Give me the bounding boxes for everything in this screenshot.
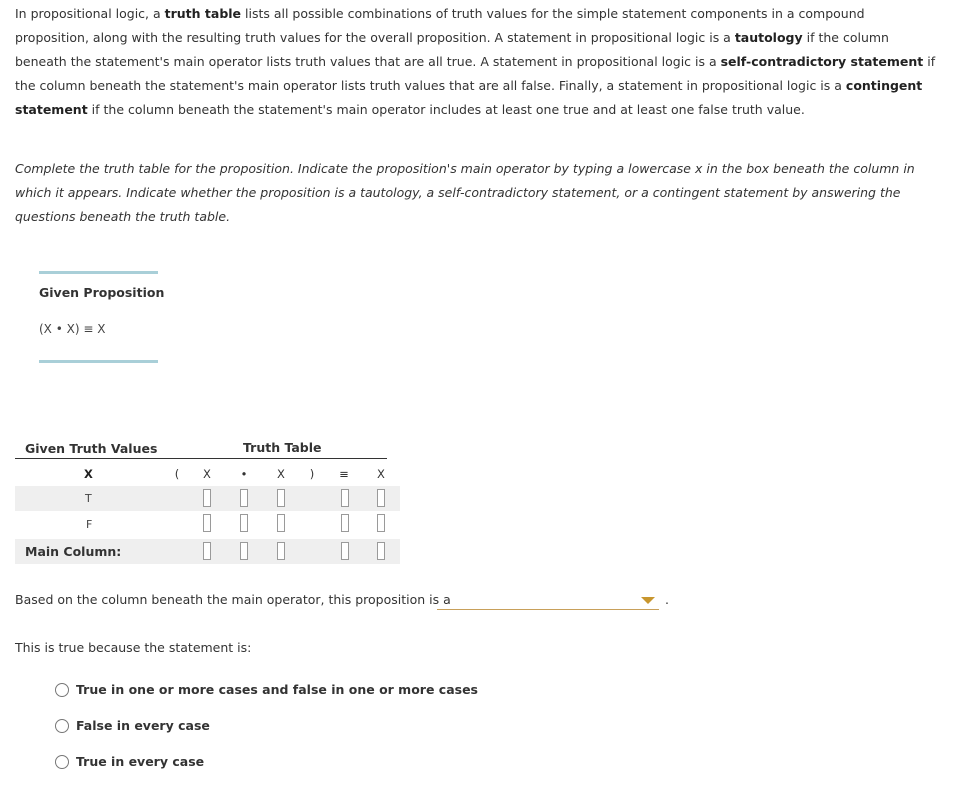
cell-input[interactable]: [240, 489, 248, 507]
main-column-input[interactable]: [341, 542, 349, 560]
radio-button[interactable]: [55, 755, 69, 769]
cell-input[interactable]: [277, 489, 285, 507]
given-truth-values-header: Given Truth Values: [25, 441, 158, 456]
term-contingent: contingent statement: [15, 78, 923, 117]
variable-header: X: [84, 467, 93, 481]
main-column-input[interactable]: [203, 542, 211, 560]
col-x2: X: [277, 467, 285, 481]
main-column-label: Main Column:: [25, 544, 122, 559]
term-truth-table: truth table: [164, 6, 242, 21]
col-paren-open: (: [174, 467, 180, 481]
cell-input[interactable]: [203, 514, 211, 532]
truth-table: [15, 436, 405, 571]
given-proposition-title: Given Proposition: [39, 285, 165, 300]
instructions: Complete the truth table for the proposition. Indicate the proposition's main operator by typing a lowercase x in the box beneath the column in which it appears. Indicate whether the proposition is a tautology, a self-contradictory statement, or a contingent statement by answering the questions beneath the truth table.: [15, 161, 915, 224]
classification-dropdown[interactable]: [437, 592, 659, 610]
header-rule: [15, 458, 387, 459]
option-label: False in every case: [76, 718, 210, 733]
cell-input[interactable]: [341, 489, 349, 507]
cell-input[interactable]: [377, 489, 385, 507]
cell-input[interactable]: [377, 514, 385, 532]
col-equiv: ≡: [339, 467, 349, 481]
cell-input[interactable]: [341, 514, 349, 532]
divider: [39, 360, 158, 363]
chevron-down-icon: [641, 597, 655, 604]
given-proposition-text: (X • X) ≡ X: [39, 322, 106, 336]
divider: [39, 271, 158, 274]
col-paren-close: ): [309, 467, 315, 481]
option-label: True in one or more cases and false in one or more cases: [76, 682, 478, 697]
term-self-contradictory: self-contradictory statement: [720, 54, 924, 69]
truth-table-header: Truth Table: [243, 440, 322, 455]
cell-input[interactable]: [277, 514, 285, 532]
main-column-input[interactable]: [277, 542, 285, 560]
col-dot: •: [240, 467, 248, 481]
main-column-input[interactable]: [240, 542, 248, 560]
col-x1: X: [203, 467, 211, 481]
cell-input[interactable]: [240, 514, 248, 532]
radio-button[interactable]: [55, 719, 69, 733]
based-on-text: Based on the column beneath the main operator, this proposition is a: [15, 592, 451, 607]
truth-value-t: T: [85, 492, 92, 505]
cell-input[interactable]: [203, 489, 211, 507]
col-x3: X: [377, 467, 385, 481]
main-column-input[interactable]: [377, 542, 385, 560]
option-label: True in every case: [76, 754, 205, 769]
truth-value-f: F: [86, 518, 93, 531]
radio-button[interactable]: [55, 683, 69, 697]
term-tautology: tautology: [734, 30, 803, 45]
sentence-period: .: [665, 592, 669, 607]
because-text: This is true because the statement is:: [15, 640, 252, 655]
intro-paragraph: In propositional logic, a truth table lists all possible combinations of truth values for the simple statement components in a compound proposition, along with the resulting truth values for the overall proposition. A statement in propositional logic is a tautology if the column beneath the statement's main operator lists truth values that are all true. A statement in propositional logic is a self-contradictory statement if the column beneath the statement's main operator lists truth values that are all false. Finally, a statement in propositional logic is a contingent statement if the column beneath the statement's main operator includes at least one true and at least one false truth value.: [15, 6, 936, 117]
